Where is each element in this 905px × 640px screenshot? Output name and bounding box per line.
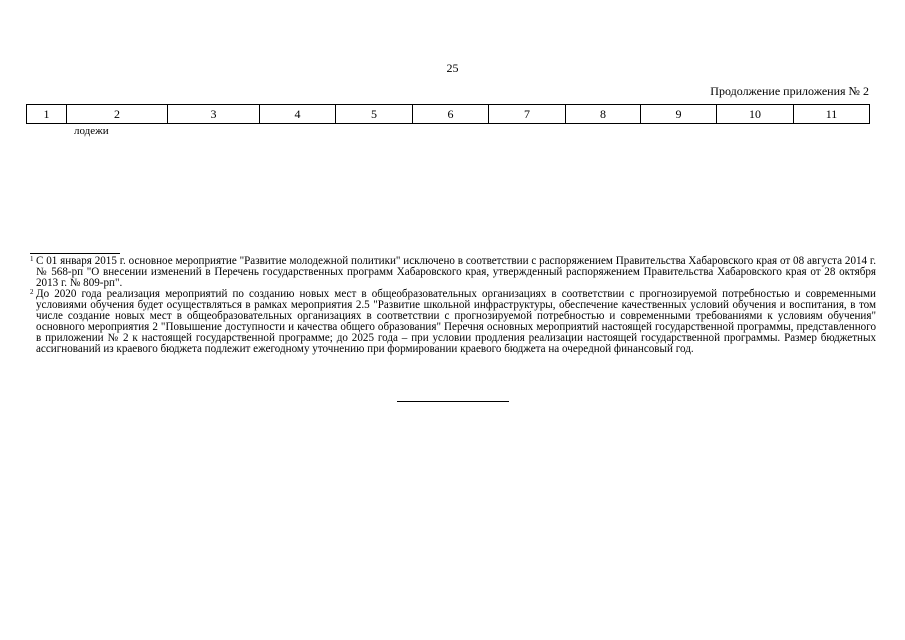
- appendix-continuation-label: Продолжение приложения № 2: [710, 84, 869, 98]
- footnote-marker: 1: [30, 255, 34, 263]
- footnote-text: С 01 января 2015 г. основное мероприятие "Развитие молодежной политики" исключено в соответствии с распоряжением Правительства Хабаровского края от 08 августа 2014 г. № 568-рп "О внесении изменений в Перечень государственных программ Хабаровского края, утвержденный распоряжением Правительства Хабаровского края от 28 октября 2013 г. № 809-рп".: [36, 255, 876, 289]
- footnote-marker: 2: [30, 288, 34, 296]
- column-number-table: [26, 104, 870, 124]
- column-number-cell: 8: [566, 105, 641, 124]
- footnote-1: [30, 256, 876, 289]
- column-number-row: [27, 105, 870, 124]
- column-number-cell: 4: [260, 105, 336, 124]
- footnote-2: [30, 289, 876, 355]
- column-number-cell: 9: [641, 105, 717, 124]
- page-number: 25: [446, 61, 459, 75]
- column-number-cell: 11: [794, 105, 870, 124]
- end-of-page-rule: [397, 401, 509, 402]
- table-continued-text: лодежи: [74, 125, 109, 137]
- column-number-cell: 1: [27, 105, 67, 124]
- column-number-cell: 6: [413, 105, 489, 124]
- column-number-cell: 2: [67, 105, 168, 124]
- column-number-cell: 10: [717, 105, 794, 124]
- column-number-cell: 5: [336, 105, 413, 124]
- footnote-separator: [30, 253, 120, 254]
- column-number-cell: 3: [168, 105, 260, 124]
- footnotes: [30, 256, 876, 355]
- footnote-text: До 2020 года реализация мероприятий по созданию новых мест в общеобразовательных организациях в соответствии с прогнозируемой потребностью и современными условиями обучения будет осуществляться в рамках мероприятия 2.5 "Развитие школьной инфраструктуры, обеспечение качественных условий обучения и воспитания, в том числе создание новых мест в общеобразовательных организациях в соответствии с прогнозируемой потребностью и современными требованиями к условиям обучения" основного мероприятия 2 "Повышение доступности и качества общего образования" Перечня основных мероприятий настоящей государственной программы, представленного в приложении № 2 к настоящей государственной программе; до 2025 года – при условии продления реализации настоящей государственной программы. Размер бюджетных ассигнований из краевого бюджета подлежит ежегодному уточнению при формировании краевого бюджета на очередной финансовый год.: [36, 288, 876, 355]
- column-number-cell: 7: [489, 105, 566, 124]
